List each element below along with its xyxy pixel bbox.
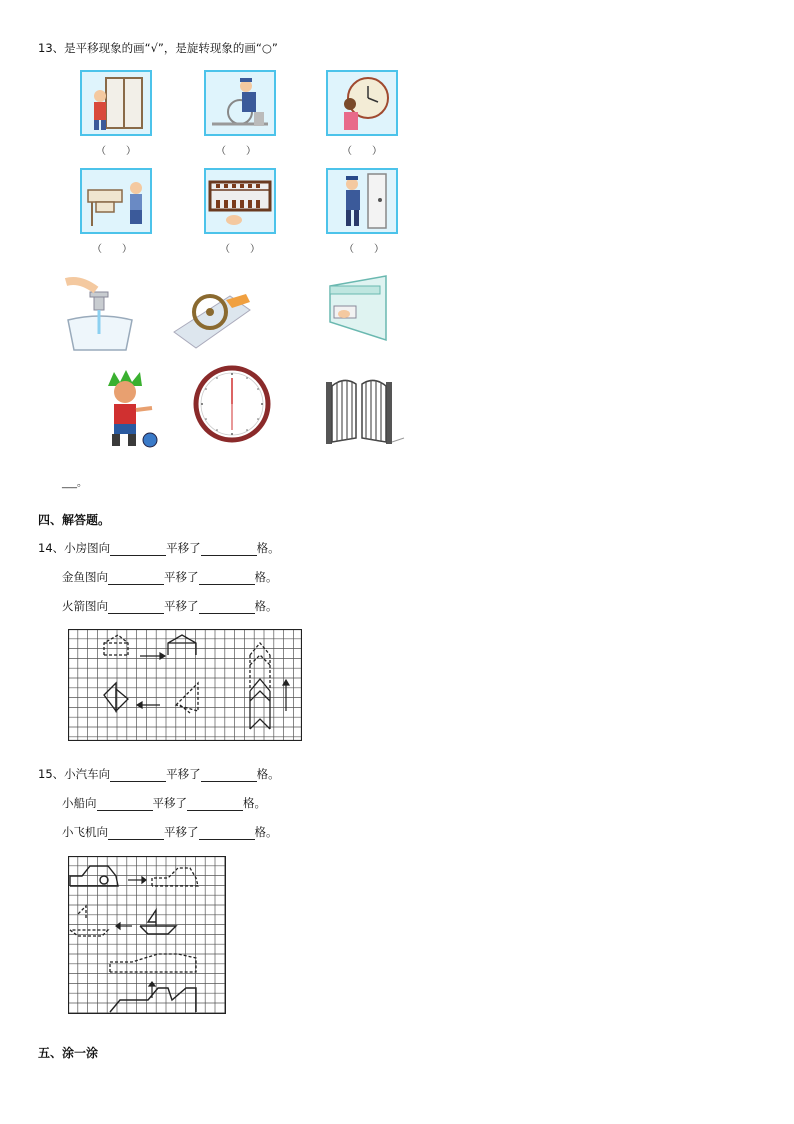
rocket-solid [250, 679, 270, 729]
house-dashed [104, 635, 128, 655]
clock-icon [190, 364, 270, 444]
blank-count[interactable] [199, 601, 255, 614]
q14-line-1: 14、小房图向 平移了 格。 [38, 541, 280, 555]
blank-count[interactable] [201, 769, 257, 782]
faucet-icon [60, 274, 140, 354]
answer-paren-3[interactable]: （ ） [342, 146, 382, 157]
plane-solid [110, 988, 196, 1012]
clock-person-icon [326, 70, 398, 136]
arrow-right [128, 877, 146, 883]
blank-count[interactable] [201, 543, 257, 556]
blank-count[interactable] [187, 798, 243, 811]
answer-paren-4[interactable]: （ ） [92, 244, 132, 255]
door-person-icon [326, 168, 398, 234]
abacus-icon [204, 168, 276, 234]
rocket-dashed [250, 643, 270, 689]
boat-dashed [70, 906, 108, 936]
steering-wheel-icon [172, 276, 252, 356]
sliding-window-icon [324, 274, 404, 354]
translation-grid-1 [68, 629, 302, 741]
blank-direction[interactable] [110, 769, 166, 782]
blank-direction[interactable] [108, 572, 164, 585]
gate-icon [322, 372, 402, 452]
fish-solid [104, 683, 128, 711]
q15-line-1: 15、小汽车向 平移了 格。 [38, 767, 280, 781]
section-5-title: 五、涂一涂 [38, 1046, 99, 1060]
answer-paren-5[interactable]: （ ） [220, 244, 260, 255]
q15-line-3: 小飞机向 平移了 格。 [62, 825, 278, 839]
q14-line-3: 火箭图向 平移了 格。 [62, 599, 278, 613]
answer-paren-2[interactable]: （ ） [216, 146, 256, 157]
window-person-icon [80, 70, 152, 136]
answer-line[interactable]: ___。 [62, 478, 87, 489]
blank-direction[interactable] [108, 827, 164, 840]
plane-dashed [110, 954, 196, 972]
section-4-title: 四、解答题。 [38, 513, 111, 527]
blank-direction[interactable] [108, 601, 164, 614]
house-solid [168, 635, 196, 655]
mechanic-icon [204, 70, 276, 136]
q14-line-2: 金鱼图向 平移了 格。 [62, 570, 278, 584]
arrow-left [116, 923, 132, 929]
boat-solid [140, 910, 176, 934]
q15-line-2: 小船向 平移了 格。 [62, 796, 266, 810]
blank-count[interactable] [199, 827, 255, 840]
translation-grid-2 [68, 856, 226, 1014]
car-solid [70, 866, 118, 886]
question-13-text: 13、是平移现象的画“√”，是旋转现象的画“○” [38, 41, 278, 55]
blank-direction[interactable] [97, 798, 153, 811]
answer-paren-6[interactable]: （ ） [344, 244, 384, 255]
drawer-person-icon [80, 168, 152, 234]
blank-count[interactable] [199, 572, 255, 585]
boy-ball-icon [100, 370, 180, 450]
blank-direction[interactable] [110, 543, 166, 556]
car-dashed [152, 868, 198, 886]
answer-paren-1[interactable]: （ ） [96, 146, 136, 157]
